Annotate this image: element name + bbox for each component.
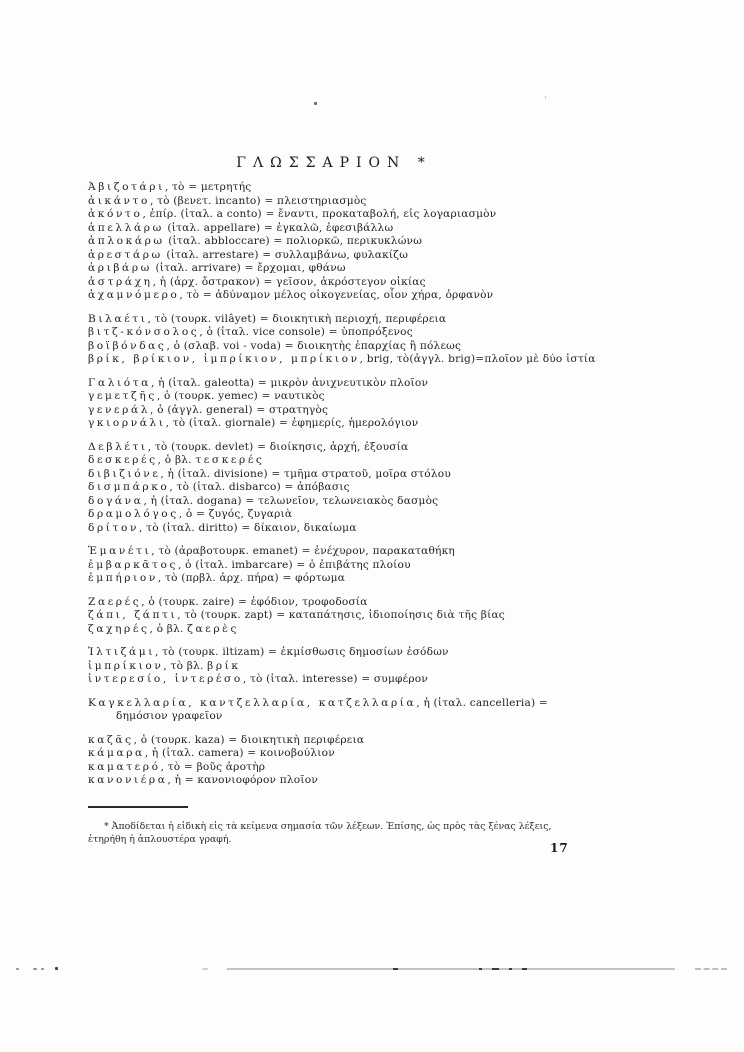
glossary-entry <box>88 646 708 660</box>
glossary-entry <box>88 508 708 522</box>
definition-text: , τὸ (ἰταλ. interesse) = συμφέρον <box>242 673 428 685</box>
scan-artifact <box>479 968 482 970</box>
glossary-group <box>88 545 708 586</box>
headword: ἀστράχη <box>88 275 153 288</box>
headword: ἐμπήριον <box>88 572 158 584</box>
definition-text: , ἡ = κανονιοφόρον πλοῖον <box>167 774 318 786</box>
headword: γενεράλ <box>88 403 151 416</box>
definition-text: , ὁ = ζυγός, ζυγαριὰ <box>178 508 293 520</box>
headword: δεσκερές <box>88 454 158 466</box>
definition-text: , τὸ (πρβλ. ἀρχ. πήρα) = φόρτωμα <box>157 572 346 584</box>
glossary-entry <box>88 249 708 263</box>
headword: Ἰλτιζάμι <box>88 646 155 658</box>
glossary-entry <box>88 390 708 404</box>
definition-text: , τὸ = μετρητής <box>164 181 252 193</box>
glossary-group <box>88 377 708 431</box>
footnote <box>88 820 580 846</box>
glossary-entry <box>88 572 708 586</box>
headword: ἰμπρίκιον <box>88 659 164 672</box>
footnote-text: Ἀποδίδεται ἡ εἰδικὴ εἰς τὰ κείμενα σημασία τῶν λέξεων. Ἐπίσης, ὡς πρὸς τὰς ξένας λέξεις, ἐτηρήθη ἡ ἁπλουστέρα γραφή. <box>88 821 552 846</box>
glossary-entry <box>88 697 708 711</box>
scan-artifact <box>41 968 44 970</box>
definition-text: , ὁ βλ. <box>157 454 196 466</box>
definition-text: , τὸ (ἰταλ. giornale) = ἐφημερίς, ἡμερολόγιον <box>165 417 419 429</box>
scan-artifact <box>545 96 546 99</box>
definition-text: , ἐπίρ. (ἰταλ. a conto) = ἔναντι, προκαταβολή, εἰς λογαριασμὸν <box>142 208 497 220</box>
definition-text: (ἰταλ. arrivare) = ἔρχομαι, φθάνω <box>151 262 346 274</box>
scan-artifact <box>227 968 675 970</box>
glossary-group <box>88 441 708 536</box>
headword: δογάνα <box>88 494 144 507</box>
glossary-entry-continuation <box>88 710 708 724</box>
cross-reference: βρίκ <box>207 659 241 672</box>
headword: ἀχαμνόμερο <box>88 289 180 301</box>
headword: κανονιέρα <box>88 774 168 786</box>
definition-text: , τὸ (ἰταλ. disbarco) = ἀπόβασις <box>169 481 350 493</box>
headword: ζάπι, ζάπτι <box>88 609 178 621</box>
glossary-entry <box>88 353 708 367</box>
glossary-group <box>88 596 708 637</box>
glossary <box>88 181 708 798</box>
definition-text: , τὸ βλ. <box>163 659 208 672</box>
page-number: 17 <box>550 841 569 855</box>
definition-text: (ἰταλ. arrestare) = συλλαμβάνω, φυλακίζω <box>162 248 409 261</box>
glossary-entry <box>88 468 708 482</box>
headword: βιτζ-κόνσολος <box>88 326 200 338</box>
glossary-entry <box>88 441 708 455</box>
definition-text: , ὁ (σλαβ. voi - voda) = διοικητὴς ἐπαρχίας ἢ πόλεως <box>166 339 462 352</box>
glossary-entry <box>88 417 708 431</box>
definition-text: , brig, τὸ(ἀγγλ. brig)=πλοῖον μὲ δύο ἱστία <box>359 353 596 365</box>
headword: ἰντερεσίο, ἰντερέσο <box>88 673 243 685</box>
definition-text: , ὁ (ἰταλ. imbarcare) = ὁ ἐπιβάτης πλοίου <box>178 558 411 571</box>
headword: δρίτον <box>88 521 140 534</box>
glossary-entry <box>88 545 708 559</box>
cross-reference: ζαερὲς <box>187 622 240 635</box>
definition-text: (ἰταλ. appellare) = ἐγκαλῶ, ἐφεσιβάλλω <box>163 221 394 234</box>
headword: καζᾶς <box>88 733 134 746</box>
glossary-entry <box>88 404 708 418</box>
glossary-entry <box>88 673 708 687</box>
definition-text: , τὸ (ἰταλ. diritto) = δίκαιον, δικαίωμα <box>139 521 357 534</box>
definition-text: , ὁ (τουρκ. kaza) = διοικητικὴ περιφέρεια <box>133 733 365 746</box>
scan-artifact <box>393 968 398 970</box>
definition-text: , τὸ (τουρκ. iltizam) = ἐκμίσθωσις δημοσίων ἐσόδων <box>154 646 449 658</box>
definition-text: , τὸ (τουρκ. devlet) = διοίκησις, ἀρχή, ἐξουσία <box>147 440 409 453</box>
definition-text: , ὁ (τουρκ. zaire) = ἐφόδιον, τροφοδοσία <box>141 595 368 608</box>
glossary-entry <box>88 747 708 761</box>
glossary-entry <box>88 377 708 391</box>
headword: ἀπλοκάρω <box>88 235 165 247</box>
headword: Βιλαέτι <box>88 312 148 325</box>
headword: Ἀβιζοτάρι <box>88 181 165 193</box>
definition-text: , ὁ (τουρκ. yemec) = ναυτικὸς <box>156 390 325 402</box>
headword: γκιορνάλι <box>88 417 166 429</box>
definition-text: , ὁ (ἰταλ. vice console) = ὑποπρόξενος <box>199 326 413 338</box>
definition-text: , ἡ (ἰταλ. camera) = κοινοβούλιον <box>144 747 335 759</box>
glossary-entry <box>88 660 708 674</box>
headword: κάμαρα <box>88 747 145 759</box>
definition-text: , ἡ (ἀρχ. ὄστρακον) = γεῖσον, ἀκρόστεγον οἰκίας <box>152 275 426 288</box>
glossary-entry <box>88 313 708 327</box>
headword: Καγκελλαρία, καντζελλαρία, κατζελλαρία <box>88 696 417 709</box>
glossary-group <box>88 313 708 367</box>
glossary-entry <box>88 734 708 748</box>
glossary-entry <box>88 522 708 536</box>
definition-text: , τὸ (βενετ. incanto) = πλειστηριασμὸς <box>149 194 367 207</box>
definition-text: , ἡ (ἰταλ. cancelleria) = <box>416 696 548 709</box>
definition-text: , ὁ βλ. <box>149 622 188 635</box>
definition-text: , τὸ (ἀραβοτουρκ. emanet) = ἐνέχυρον, παρακαταθήκη <box>151 545 455 557</box>
headword: Ἐμανέτι <box>88 545 152 557</box>
headword: ἀκόντο <box>88 208 143 220</box>
footnote-marker: * <box>104 821 109 833</box>
headword: καματερό <box>88 760 161 773</box>
glossary-group <box>88 646 708 687</box>
glossary-group <box>88 181 708 303</box>
glossary-entry <box>88 181 708 195</box>
scan-artifact <box>522 968 527 970</box>
glossary-entry <box>88 596 708 610</box>
headword: δισμπάρκο <box>88 481 170 493</box>
scan-artifact <box>314 102 317 105</box>
glossary-entry <box>88 262 708 276</box>
definition-text: , ἡ (ἰταλ. dogana) = τελωνεῖον, τελωνειακὸς δασμὸς <box>143 494 439 507</box>
headword: ἀικάντο <box>88 194 150 207</box>
glossary-group <box>88 697 708 724</box>
glossary-entry <box>88 276 708 290</box>
headword: βρίκ, βρίκιον, ἰμπρίκιον, μπρίκιον <box>88 353 360 365</box>
headword: δραμολόγος <box>88 508 179 520</box>
headword: Γαλιότα <box>88 376 151 389</box>
scan-artifact <box>55 967 58 970</box>
definition-text: , τὸ = ἀδύναμον μέλος οἰκογενείας, οἷον χήρα, ὀρφανὸν <box>179 289 494 301</box>
glossary-entry <box>88 454 708 468</box>
glossary-entry <box>88 481 708 495</box>
glossary-entry <box>88 340 708 354</box>
scan-artifact <box>202 968 208 970</box>
glossary-entry <box>88 235 708 249</box>
headword: Δεβλέτι <box>88 440 148 453</box>
glossary-entry <box>88 326 708 340</box>
scan-artifact <box>16 968 19 970</box>
footnote-divider <box>88 806 188 808</box>
scan-artifact <box>492 968 499 970</box>
glossary-entry <box>88 761 708 775</box>
glossary-entry <box>88 195 708 209</box>
headword: ἀπελλάρω <box>88 221 164 234</box>
cross-reference: τεσκερές <box>195 454 265 466</box>
definition-text: δημόσιον γραφεῖον <box>116 710 223 722</box>
headword: βοϊβόνδας <box>88 339 167 352</box>
glossary-entry <box>88 222 708 236</box>
scan-artifact <box>509 968 512 970</box>
headword: γεμετζῆς <box>88 390 157 402</box>
definition-text: (ἰταλ. abbloccare) = πολιορκῶ, περικυκλώνω <box>164 235 423 247</box>
page-title: ΓΛΩΣΣΑΡΙΟΝ * <box>236 155 432 171</box>
definition-text: , τὸ = βοῦς ἀροτὴρ <box>160 760 266 773</box>
glossary-entry <box>88 609 708 623</box>
glossary-entry <box>88 289 708 303</box>
headword: Ζαερές <box>88 595 142 608</box>
glossary-entry <box>88 559 708 573</box>
definition-text: , ὁ (ἀγγλ. general) = στρατηγὸς <box>150 403 329 416</box>
definition-text: , τὸ (τουρκ. vilâyet) = διοικητικὴ περιοχή, περιφέρεια <box>147 312 447 325</box>
glossary-entry <box>88 774 708 788</box>
glossary-entry <box>88 208 708 222</box>
glossary-entry <box>88 495 708 509</box>
definition-text: , ἡ (ἰταλ. divisione) = τμῆμα στρατοῦ, μοῖρα στόλου <box>160 467 451 480</box>
headword: ζαχηρές <box>88 622 150 635</box>
headword: διβιζιόνε <box>88 467 161 480</box>
headword: ἀριβάρω <box>88 262 152 274</box>
definition-text: , τὸ (τουρκ. zapt) = καταπάτησις, ἰδιοποίησις διὰ τῆς βίας <box>177 609 505 621</box>
scan-artifact <box>33 968 37 970</box>
headword: ἀρεστάρω <box>88 248 163 261</box>
glossary-group <box>88 734 708 788</box>
definition-text: , ἡ (ἰταλ. galeotta) = μικρὸν ἀνιχνευτικὸν πλοῖον <box>150 376 429 389</box>
glossary-entry <box>88 623 708 637</box>
scan-artifact <box>695 968 727 970</box>
headword: ἐμβαρκᾶτος <box>88 558 179 571</box>
